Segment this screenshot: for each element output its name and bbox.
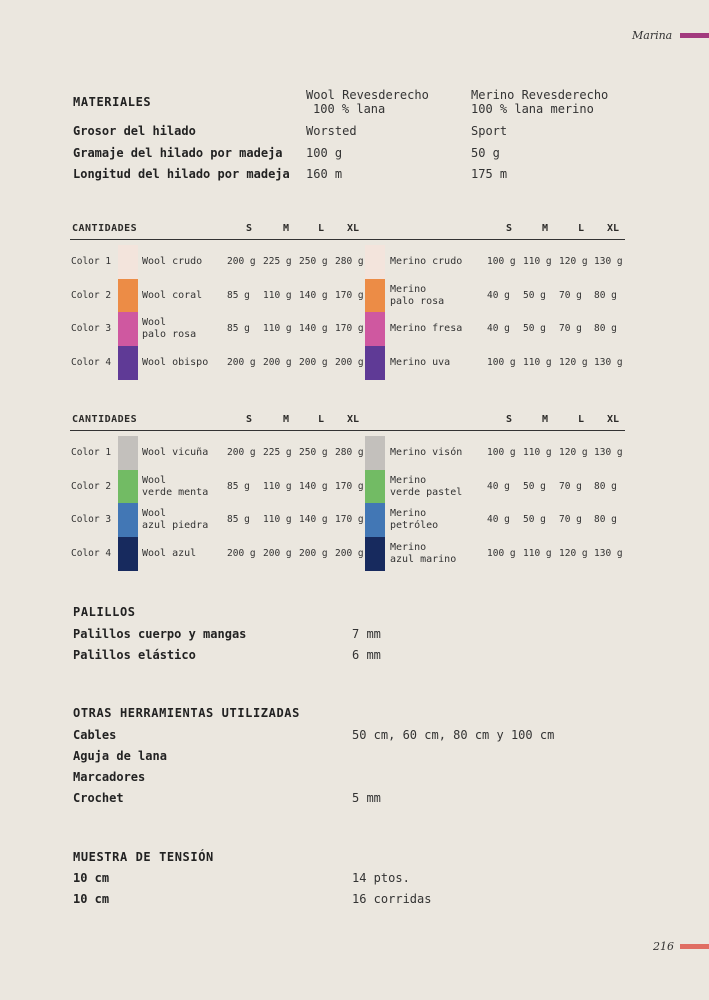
quantity-cell: 120 g [559,256,588,267]
cantidades-title: CANTIDADES [72,414,138,425]
size-header: M [283,223,290,234]
footer-accent-bar [680,944,709,949]
quantity-cell: 80 g [594,514,617,525]
quantity-cell: 200 g [227,356,256,368]
wool-swatch [118,279,138,313]
quantity-cell: 85 g [227,480,250,492]
page-number: 216 [653,940,674,953]
quantity-cell: 110 g [263,514,292,525]
quantity-cell: 110 g [523,356,552,368]
quantity-cell: 80 g [594,480,617,492]
size-header: S [246,414,253,425]
quantity-cell: 200 g [227,447,256,458]
color-label: Color 1 [71,256,112,267]
quantity-cell: 40 g [487,480,510,492]
quantity-cell: 250 g [299,256,328,267]
size-header: L [578,223,585,234]
palillos-title: PALILLOS [73,605,136,619]
quantity-cell: 70 g [559,480,582,492]
quantity-cell: 70 g [559,514,582,525]
materiales-row-value: 175 m [471,167,508,181]
quantity-cell: 200 g [227,256,256,267]
quantity-cell: 130 g [594,256,623,267]
header-accent-bar [680,33,709,38]
quantity-cell: 40 g [487,323,510,334]
size-header: L [318,223,325,234]
tension-title: MUESTRA DE TENSIÓN [73,850,214,864]
tension-row-value: 16 corridas [352,892,432,906]
pattern-name-header: Marina [632,29,673,42]
quantity-cell: 225 g [263,256,292,267]
merino-swatch [365,279,385,313]
quantity-cell: 200 g [263,547,292,559]
quantity-cell: 120 g [559,547,588,559]
quantity-cell: 130 g [594,447,623,458]
quantity-cell: 85 g [227,514,250,525]
palillos-row-value: 6 mm [352,648,381,662]
wool-swatch [118,346,138,380]
quantity-cell: 80 g [594,289,617,301]
quantity-cell: 50 g [523,480,546,492]
yarn2-fiber: 100 % lana merino [471,102,594,116]
yarn1-fiber: 100 % lana [313,102,386,116]
materiales-row-value: Sport [471,124,508,138]
wool-swatch [118,503,138,537]
quantity-cell: 200 g [263,356,292,368]
color-label: Color 4 [71,356,112,368]
yarn2-name: Merino Revesderecho [471,88,609,102]
quantity-cell: 140 g [299,323,328,334]
merino-yarn-name: Merino visón [390,447,463,458]
wool-yarn-name: Wool coral [142,289,203,301]
quantity-cell: 120 g [559,356,588,368]
quantity-cell: 200 g [299,547,328,559]
cantidades-header [70,223,625,240]
herramientas-row-label: Aguja de lana [73,749,167,763]
color-label: Color 2 [71,480,112,492]
size-header: XL [347,414,360,425]
wool-yarn-name: Wool azul [142,547,197,559]
quantity-cell: 140 g [299,289,328,301]
merino-yarn-name: Merino fresa [390,323,463,334]
quantity-cell: 110 g [523,256,552,267]
palillos-row-value: 7 mm [352,627,381,641]
wool-swatch [118,312,138,346]
quantity-cell: 110 g [263,480,292,492]
merino-swatch [365,245,385,279]
quantity-cell: 70 g [559,289,582,301]
quantity-cell: 40 g [487,514,510,525]
merino-yarn-name: Merino crudo [390,256,463,267]
wool-swatch [118,245,138,279]
size-header: L [578,414,585,425]
quantity-cell: 170 g [335,289,364,301]
quantity-cell: 280 g [335,256,364,267]
quantity-cell: 250 g [299,447,328,458]
color-label: Color 1 [71,447,112,458]
quantity-cell: 100 g [487,547,516,559]
herramientas-row-value: 50 cm, 60 cm, 80 cm y 100 cm [352,728,555,742]
merino-yarn-name: Merino verde pastel [390,474,463,498]
quantity-cell: 200 g [227,547,256,559]
merino-yarn-name: Merino petróleo [390,508,439,531]
merino-swatch [365,436,385,470]
materiales-row-label: Grosor del hilado [73,124,196,138]
quantity-cell: 120 g [559,447,588,458]
size-header: XL [607,223,620,234]
materiales-row-label: Gramaje del hilado por madeja [73,146,283,160]
herramientas-row-value: 5 mm [352,791,381,805]
quantity-cell: 110 g [263,323,292,334]
materiales-title: MATERIALES [73,95,152,109]
quantity-cell: 80 g [594,323,617,334]
wool-yarn-name: Wool vicuña [142,447,209,458]
quantity-cell: 85 g [227,323,250,334]
color-label: Color 3 [71,514,112,525]
quantity-cell: 50 g [523,514,546,525]
materiales-row-value: 100 g [306,146,343,160]
materiales-row-value: 50 g [471,146,500,160]
size-header: L [318,414,325,425]
wool-swatch [118,436,138,470]
wool-yarn-name: Wool crudo [142,256,203,267]
materiales-row-label: Longitud del hilado por madeja [73,167,290,181]
quantity-cell: 110 g [523,447,552,458]
merino-swatch [365,503,385,537]
quantity-cell: 100 g [487,447,516,458]
herramientas-row-label: Marcadores [73,770,146,784]
materiales-row-value: 160 m [306,167,343,181]
size-header: XL [347,223,360,234]
quantity-cell: 170 g [335,514,364,525]
size-header: M [542,223,549,234]
quantity-cell: 140 g [299,514,328,525]
quantity-cell: 50 g [523,289,546,301]
materiales-row-value: Worsted [306,124,357,138]
merino-yarn-name: Merino uva [390,356,451,368]
quantity-cell: 100 g [487,356,516,368]
size-header: XL [607,414,620,425]
quantity-cell: 280 g [335,447,364,458]
color-label: Color 3 [71,323,112,334]
size-header: S [506,223,513,234]
quantity-cell: 225 g [263,447,292,458]
quantity-cell: 110 g [523,547,552,559]
size-header: M [283,414,290,425]
wool-yarn-name: Wool palo rosa [142,317,197,340]
merino-swatch [365,470,385,504]
herramientas-row-label: Crochet [73,791,124,805]
palillos-row-label: Palillos cuerpo y mangas [73,627,247,641]
tension-row-label: 10 cm [73,892,110,906]
quantity-cell: 130 g [594,356,623,368]
color-label: Color 2 [71,289,112,301]
cantidades-title: CANTIDADES [72,223,138,234]
size-header: S [506,414,513,425]
wool-swatch [118,470,138,504]
wool-yarn-name: Wool verde menta [142,474,209,498]
tension-row-value: 14 ptos. [352,871,410,885]
cantidades-header [70,414,625,431]
wool-yarn-name: Wool obispo [142,356,209,368]
quantity-cell: 200 g [335,356,364,368]
quantity-cell: 130 g [594,547,623,559]
quantity-cell: 170 g [335,323,364,334]
quantity-cell: 100 g [487,256,516,267]
merino-yarn-name: Merino palo rosa [390,283,445,307]
quantity-cell: 50 g [523,323,546,334]
wool-swatch [118,537,138,571]
merino-swatch [365,537,385,571]
quantity-cell: 70 g [559,323,582,334]
color-label: Color 4 [71,547,112,559]
tension-row-label: 10 cm [73,871,110,885]
quantity-cell: 200 g [335,547,364,559]
merino-swatch [365,346,385,380]
merino-yarn-name: Merino azul marino [390,541,457,565]
quantity-cell: 110 g [263,289,292,301]
wool-yarn-name: Wool azul piedra [142,508,209,531]
quantity-cell: 200 g [299,356,328,368]
quantity-cell: 85 g [227,289,250,301]
merino-swatch [365,312,385,346]
quantity-cell: 140 g [299,480,328,492]
herramientas-title: OTRAS HERRAMIENTAS UTILIZADAS [73,706,300,720]
size-header: S [246,223,253,234]
yarn1-name: Wool Revesderecho [306,88,429,102]
quantity-cell: 40 g [487,289,510,301]
herramientas-row-label: Cables [73,728,117,742]
quantity-cell: 170 g [335,480,364,492]
size-header: M [542,414,549,425]
palillos-row-label: Palillos elástico [73,648,196,662]
